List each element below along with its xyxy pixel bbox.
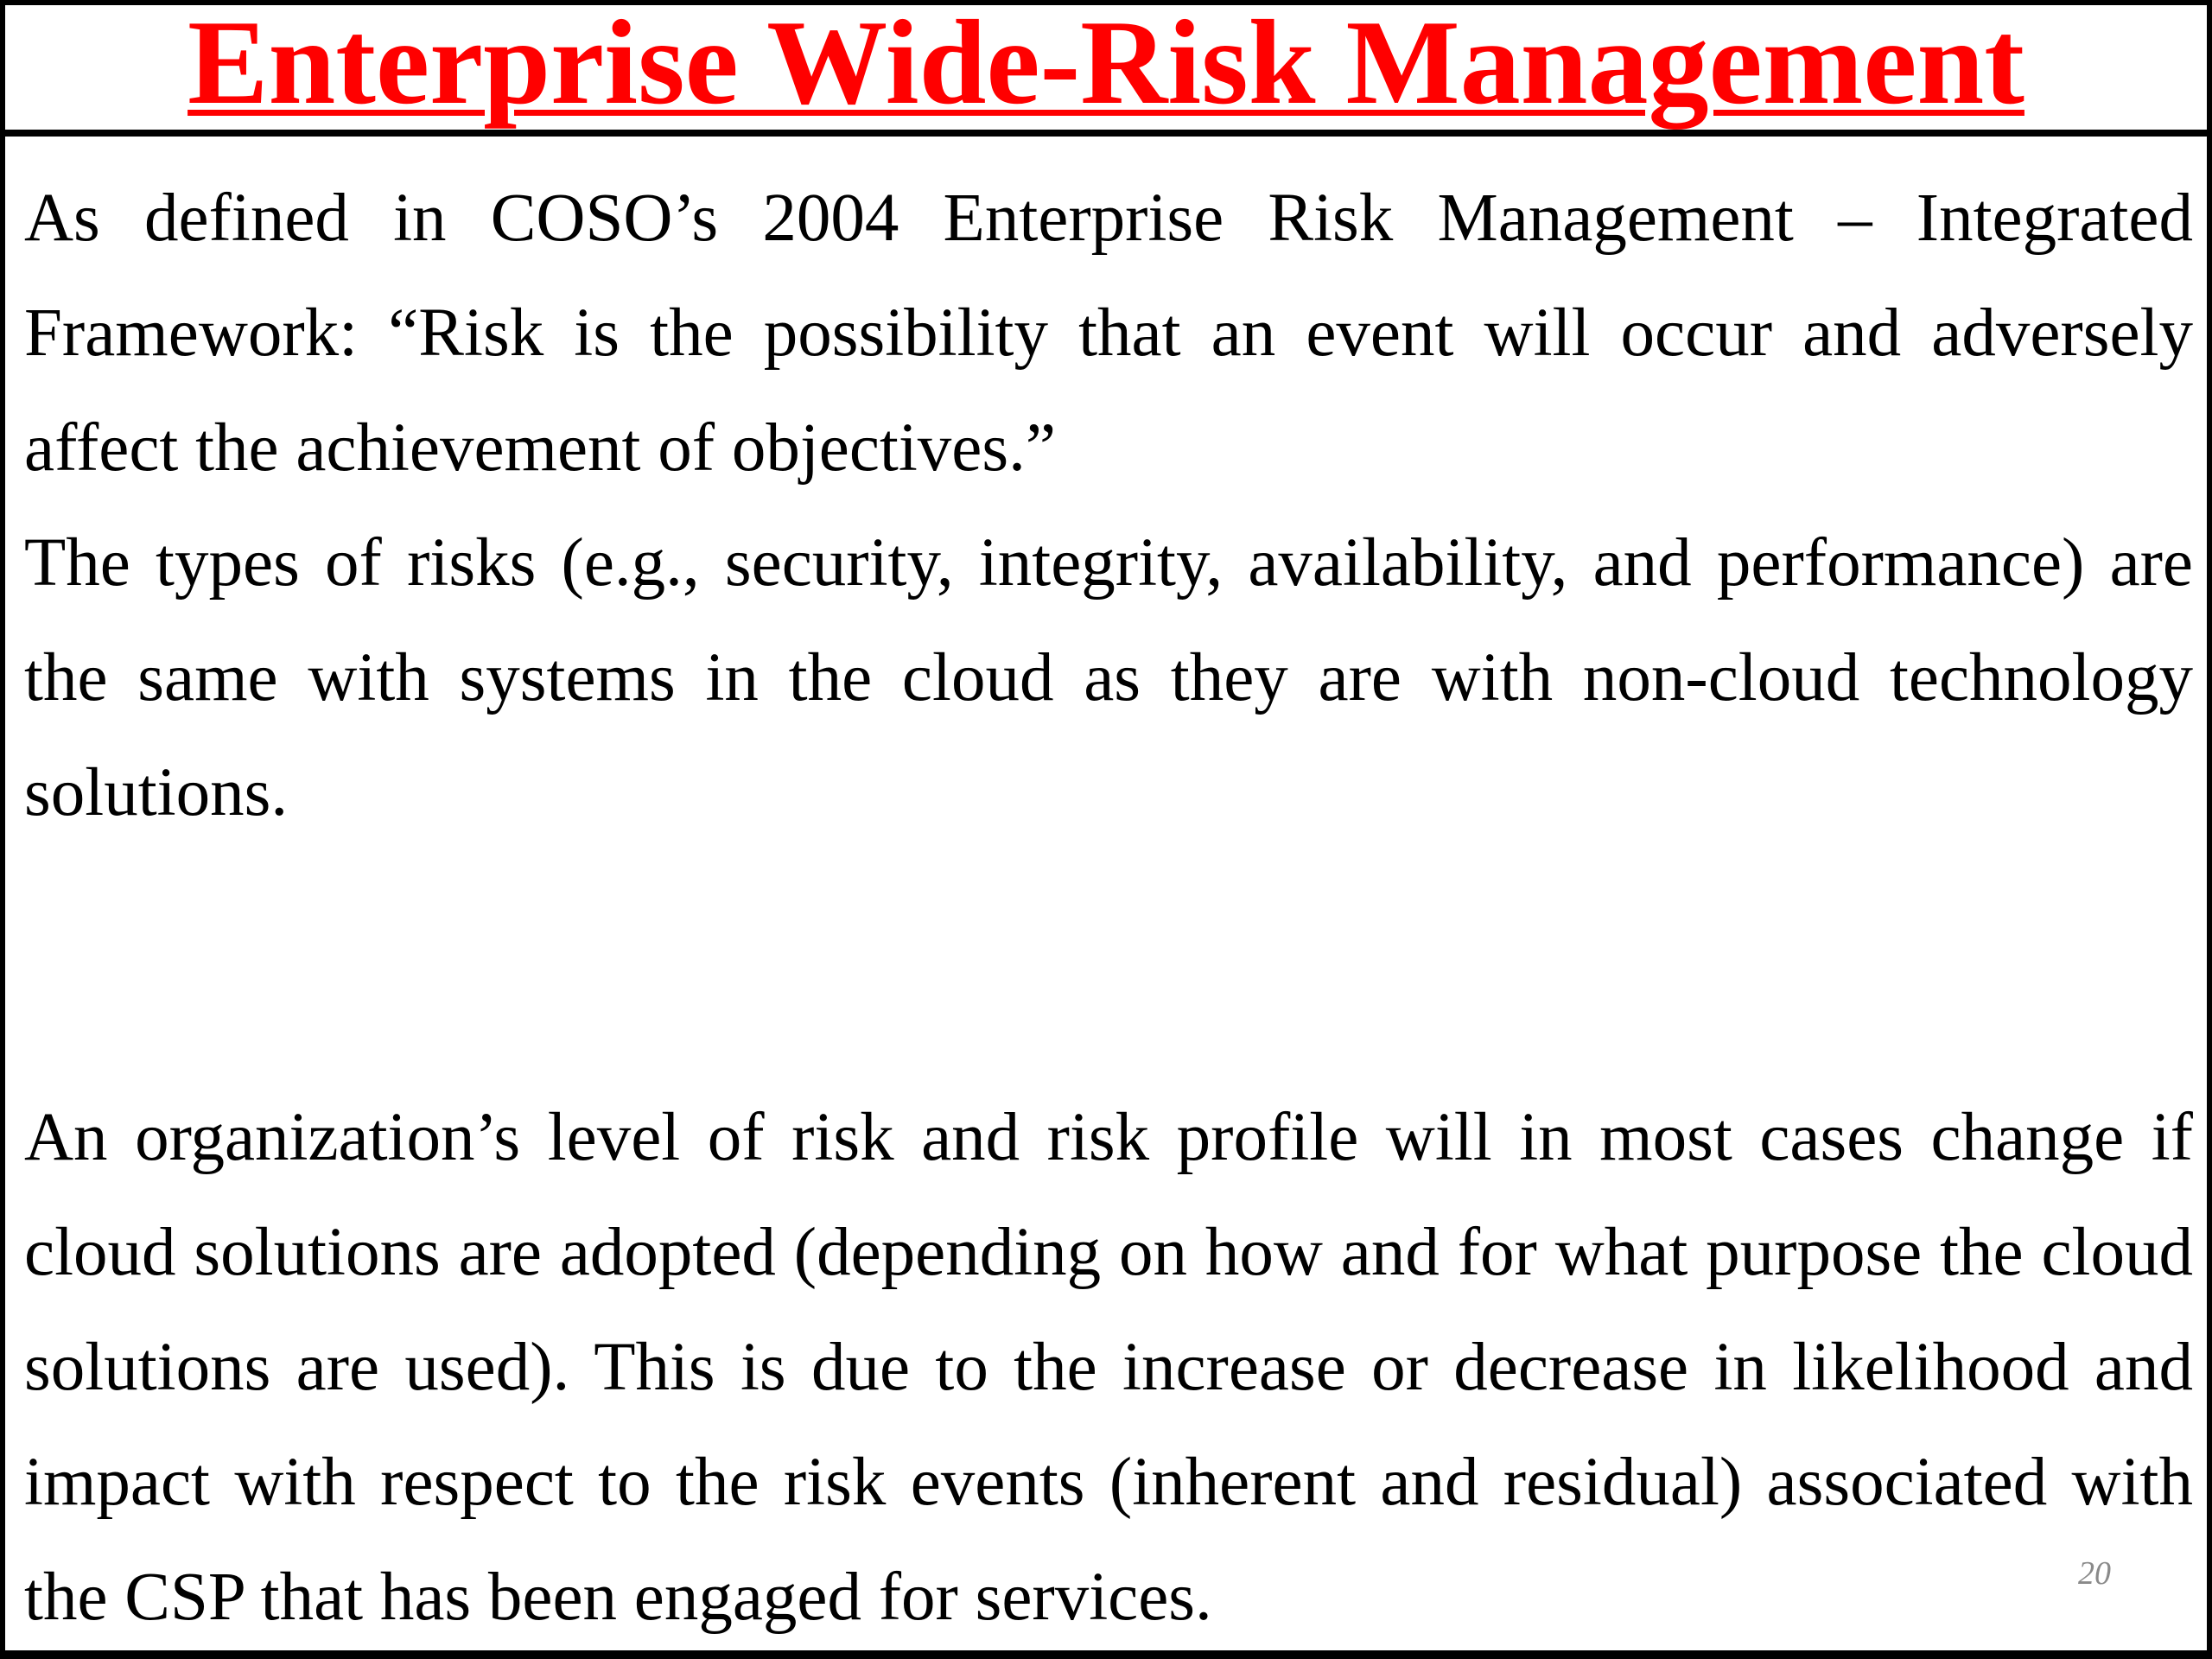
title-bar (5, 0, 2207, 137)
paragraph-spacer (24, 850, 2193, 1080)
slide-title: Enterprise Wide-Risk Management (188, 0, 2024, 130)
slide-body (24, 161, 2193, 1655)
paragraph-risk-profile: An organization’s level of risk and risk profile will in most cases change if cloud solutions are adopted (depending on how and for what purpose the cloud solutions are used). This is due to the increase or decrease in likelihood and impact with respect to the risk events (inherent and residual) associated with the CSP that has been engaged for services. (24, 1100, 2193, 1635)
page-number: 20 (2078, 1555, 2111, 1592)
paragraph-coso-definition: As defined in COSO’s 2004 Enterprise Risk Management – Integrated Framework: “Risk is the possibility that an event will occur and adversely affect the achievement of objectives.” (24, 181, 2193, 486)
paragraph-risk-types: The types of risks (e.g., security, integrity, availability, and performance) are the same with systems in the cloud as they are with non-cloud technology solutions. (24, 525, 2193, 830)
